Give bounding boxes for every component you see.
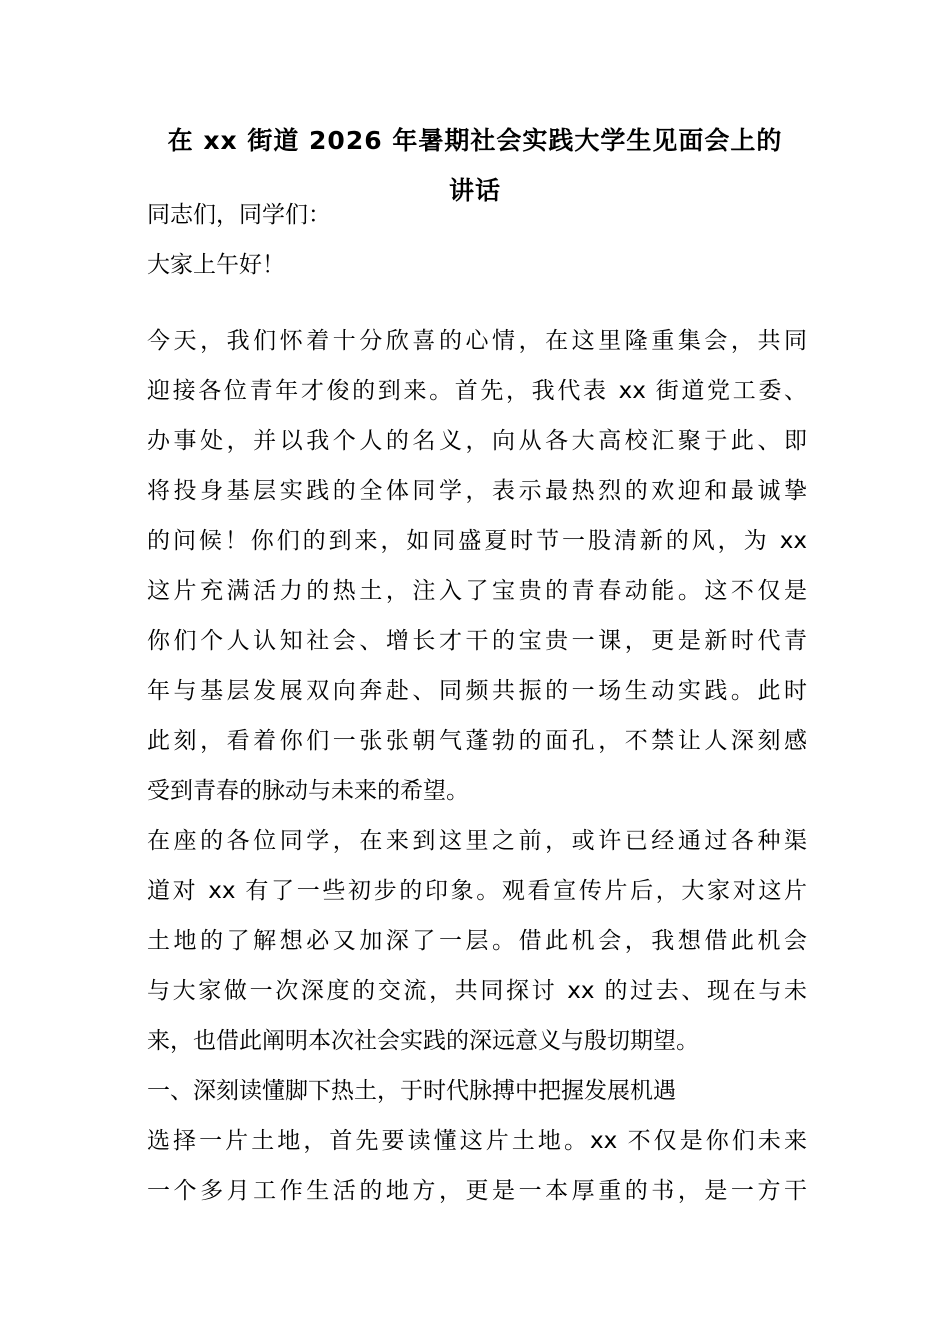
salutation: 同志们，同学们： (147, 202, 331, 228)
paragraph-line: 将投身基层实践的全体同学，表示最热烈的欢迎和最诚挚 (147, 478, 807, 504)
paragraph-line: 迎接各位青年才俊的到来。首先，我代表 xx 街道党工委、 (147, 378, 807, 404)
document-title-line-1: 在 xx 街道 2026 年暑期社会实践大学生见面会上的 (167, 126, 783, 155)
paragraph-line: 此刻，看着你们一张张朝气蓬勃的面孔，不禁让人深刻感 (147, 728, 807, 754)
paragraph-line: 受到青春的脉动与未来的希望。 (147, 778, 469, 804)
greeting: 大家上午好！ (147, 252, 285, 278)
paragraph-line: 与大家做一次深度的交流，共同探讨 xx 的过去、现在与未 (147, 978, 807, 1004)
document-title-line-2: 讲话 (448, 176, 501, 205)
paragraph-line: 一个多月工作生活的地方，更是一本厚重的书，是一方干 (147, 1178, 807, 1204)
paragraph-line: 年与基层发展双向奔赴、同频共振的一场生动实践。此时 (147, 678, 807, 704)
paragraph-line: 办事处，并以我个人的名义，向从各大高校汇聚于此、即 (147, 428, 807, 454)
paragraph-line: 来，也借此阐明本次社会实践的深远意义与殷切期望。 (147, 1028, 699, 1054)
paragraph-line: 土地的了解想必又加深了一层。借此机会，我想借此机会 (147, 928, 807, 954)
paragraph-line: 今天，我们怀着十分欣喜的心情，在这里隆重集会，共同 (147, 328, 807, 354)
paragraph-line: 道对 xx 有了一些初步的印象。观看宣传片后，大家对这片 (147, 878, 807, 904)
paragraph-line: 的问候！你们的到来，如同盛夏时节一股清新的风，为 xx (147, 528, 807, 554)
paragraph-line: 这片充满活力的热土，注入了宝贵的青春动能。这不仅是 (147, 578, 807, 604)
paragraph-line: 在座的各位同学，在来到这里之前，或许已经通过各种渠 (147, 828, 807, 854)
section-heading: 一、深刻读懂脚下热土，于时代脉搏中把握发展机遇 (147, 1078, 676, 1104)
paragraph-line: 选择一片土地，首先要读懂这片土地。xx 不仅是你们未来 (147, 1128, 807, 1154)
paragraph-line: 你们个人认知社会、增长才干的宝贵一课，更是新时代青 (147, 628, 807, 654)
